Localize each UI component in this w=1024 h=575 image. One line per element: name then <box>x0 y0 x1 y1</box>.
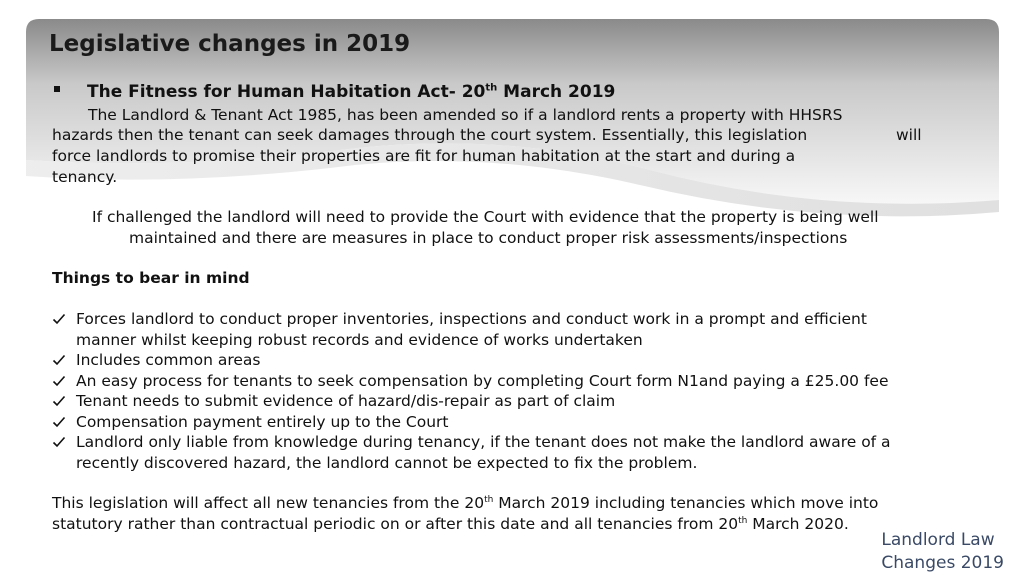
intro-line-2: hazards then the tenant can seek damages through the court system. Essentially, this legislation <box>52 126 808 144</box>
things-heading: Things to bear in mind <box>52 269 250 287</box>
intro-line-1: The Landlord & Tenant Act 1985, has been amended so if a landlord rents a property with HHSRS <box>88 106 843 124</box>
checkmark-icon <box>52 312 66 326</box>
closing-line-2: statutory rather than contractual periodic on or after this date and all tenancies from 20th March 2020. <box>52 515 849 533</box>
challenge-line-2: maintained and there are measures in place to conduct proper risk assessments/inspections <box>129 229 848 247</box>
list-item: Includes common areas <box>52 350 891 371</box>
checkmark-icon <box>52 415 66 429</box>
challenge-line-1: If challenged the landlord will need to provide the Court with evidence that the property is being well <box>92 208 879 226</box>
intro-line-4: tenancy. <box>52 168 118 186</box>
checkmark-icon <box>52 394 66 408</box>
act-heading: The Fitness for Human Habitation Act- 20th March 2019 <box>87 82 616 102</box>
closing-line-1: This legislation will affect all new tenancies from the 20th March 2019 including tenancies which move into <box>52 494 879 512</box>
list-item: Forces landlord to conduct proper inventories, inspections and conduct work in a prompt and efficient manner whilst keeping robust records and evidence of works undertaken <box>52 309 891 350</box>
list-item: Tenant needs to submit evidence of hazard/dis-repair as part of claim <box>52 391 891 412</box>
footer-label: Landlord Law Changes 2019 <box>881 530 1004 573</box>
checklist <box>52 309 891 473</box>
slide-title: Legislative changes in 2019 <box>49 31 411 57</box>
list-item: An easy process for tenants to seek compensation by completing Court form N1and paying a £25.00 fee <box>52 371 891 392</box>
checkmark-icon <box>52 353 66 367</box>
checkmark-icon <box>52 374 66 388</box>
list-item: Landlord only liable from knowledge during tenancy, if the tenant does not make the landlord aware of a recently discovered hazard, the landlord cannot be expected to fix the problem. <box>52 432 891 473</box>
square-bullet-icon <box>54 86 60 92</box>
checkmark-icon <box>52 435 66 449</box>
intro-line-2-tail: will <box>896 126 922 144</box>
list-item: Compensation payment entirely up to the Court <box>52 412 891 433</box>
intro-line-3: force landlords to promise their properties are fit for human habitation at the start and during a <box>52 147 796 165</box>
